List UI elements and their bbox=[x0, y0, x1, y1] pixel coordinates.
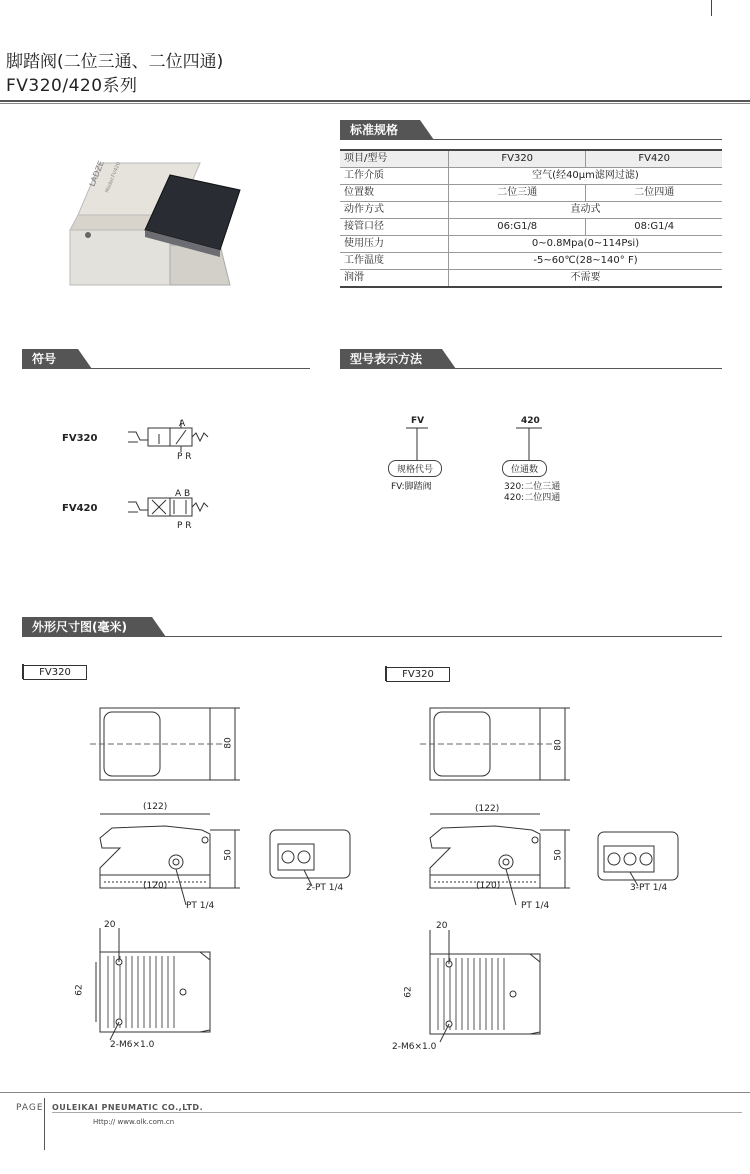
section-line-symbol bbox=[82, 368, 310, 369]
dim-62-right: 62 bbox=[403, 986, 414, 998]
photo-label: Model:FV420 bbox=[104, 161, 123, 194]
section-line-dimensions bbox=[156, 636, 722, 637]
symbol-fv420-ports-ab: A B bbox=[175, 489, 191, 499]
model-code-part-fv: FV bbox=[411, 416, 425, 426]
symbol-fv420 bbox=[126, 490, 216, 530]
symbol-label-fv420: FV420 bbox=[62, 503, 98, 514]
dim-80-right: 80 bbox=[553, 739, 564, 751]
spec-row: 使用压力 0~0.8Mpa(0~114Psi) bbox=[340, 236, 722, 253]
pt-label-left: PT 1/4 bbox=[186, 901, 215, 911]
dim-122-right: (122) bbox=[475, 804, 500, 814]
model-code-desc-420: 420:二位四通 bbox=[504, 493, 561, 503]
spec-header-fv320: FV320 bbox=[449, 150, 586, 168]
model-code-desc-320: 320:二位三通 bbox=[504, 482, 561, 492]
dim-120-right: (120) bbox=[476, 881, 501, 891]
drawing-left bbox=[90, 700, 360, 1060]
spec-header-item: 项目/型号 bbox=[340, 150, 449, 168]
dim-80-left: 80 bbox=[223, 737, 234, 749]
spec-header-row bbox=[340, 150, 722, 168]
spec-row: 润滑 不需要 bbox=[340, 270, 722, 288]
page-title: 脚踏阀(二位三通、二位四通) bbox=[6, 52, 224, 72]
dim-50-left: 50 bbox=[223, 849, 234, 861]
dim-20-left: 20 bbox=[104, 920, 116, 930]
dim-120-left: (120) bbox=[143, 881, 168, 891]
header-divider bbox=[0, 100, 750, 102]
section-tab-spec: 标准规格 bbox=[340, 120, 420, 140]
footer-bar bbox=[44, 1098, 45, 1150]
spec-row: 接管口径 06:G1/8 08:G1/4 bbox=[340, 219, 722, 236]
symbol-fv320-port-a: A bbox=[179, 419, 186, 429]
spec-row: 工作温度 -5~60℃(28~140° F) bbox=[340, 253, 722, 270]
spec-table bbox=[340, 149, 722, 288]
spec-row: 工作介质 空气(经40μm滤网过滤) bbox=[340, 168, 722, 185]
model-code-part-420: 420 bbox=[521, 416, 540, 426]
dim-122-left: (122) bbox=[143, 802, 168, 812]
symbol-label-fv320: FV320 bbox=[62, 433, 98, 444]
ports-label-left: 2-PT 1/4 bbox=[306, 883, 344, 893]
footer-page-label: PAGE bbox=[16, 1103, 44, 1113]
header-divider-thin bbox=[0, 103, 750, 104]
ports-label-right: 3-PT 1/4 bbox=[630, 883, 668, 893]
symbol-fv320 bbox=[126, 420, 216, 460]
dim-20-right: 20 bbox=[436, 921, 448, 931]
section-tab-symbol: 符号 bbox=[22, 349, 78, 369]
symbol-fv320-ports-pr: P R bbox=[177, 452, 192, 462]
product-photo bbox=[60, 145, 260, 295]
drawing-model-left: FV320 bbox=[23, 665, 87, 680]
spec-header-fv420: FV420 bbox=[586, 150, 722, 168]
mount-label-right: 2-M6×1.0 bbox=[392, 1042, 437, 1052]
pt-label-right: PT 1/4 bbox=[521, 901, 550, 911]
section-tab-model-code: 型号表示方法 bbox=[340, 349, 442, 369]
spec-row: 位置数 二位三通 二位四通 bbox=[340, 185, 722, 202]
footer-rule bbox=[52, 1112, 742, 1113]
symbol-fv420-ports-pr: P R bbox=[177, 521, 192, 531]
drawing-model-right: FV320 bbox=[386, 667, 450, 682]
mount-label-left: 2-M6×1.0 bbox=[110, 1040, 155, 1050]
spec-row: 动作方式 直动式 bbox=[340, 202, 722, 219]
footer-url[interactable]: Http:// www.olk.com.cn bbox=[93, 1118, 175, 1126]
photo-brand: LADZE bbox=[87, 159, 106, 188]
model-code-desc-fv: FV:脚踏阀 bbox=[391, 482, 432, 492]
top-mark bbox=[711, 0, 712, 16]
page-subtitle: FV320/420系列 bbox=[6, 76, 138, 96]
footer-company: OULEIKAI PNEUMATIC CO.,LTD. bbox=[52, 1103, 204, 1112]
section-line-model-code bbox=[446, 368, 722, 369]
model-code-pill-position: 位通数 bbox=[502, 460, 547, 477]
drawing-right bbox=[420, 700, 690, 1060]
dim-62-left: 62 bbox=[74, 984, 85, 996]
section-tab-dimensions: 外形尺寸图(毫米) bbox=[22, 617, 152, 637]
section-line-spec bbox=[424, 139, 722, 140]
dim-50-right: 50 bbox=[553, 849, 564, 861]
footer-divider bbox=[0, 1092, 750, 1093]
model-code-pill-spec: 规格代号 bbox=[388, 460, 442, 477]
